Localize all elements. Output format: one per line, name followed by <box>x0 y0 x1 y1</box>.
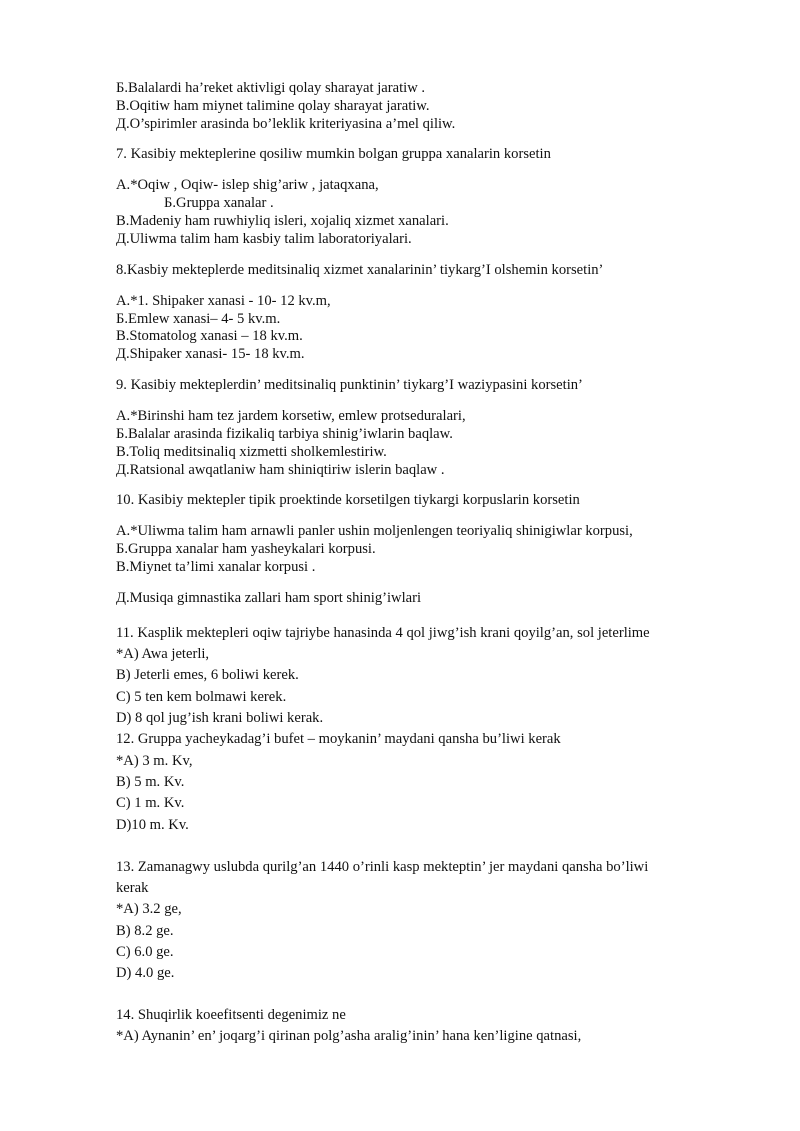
option-line: Д.Ratsional awqatlaniw ham shiniqtiriw islerin baqlaw . <box>116 462 445 478</box>
option-line: B) Jeterli emes, 6 boliwi kerek. <box>116 667 299 683</box>
option-line: *A) 3.2 ge, <box>116 901 182 917</box>
option-line: *A) Awa jeterli, <box>116 646 210 662</box>
option-line: *A) 3 m. Kv, <box>116 753 193 769</box>
option-line: Д.Musiqa gimnastika zallari ham sport shinig’iwlari <box>116 590 422 606</box>
option-line: A.*Uliwma talim ham arnawli panler ushin moljenlengen teoriyaliq shinigiwlar korpusi, <box>116 523 633 539</box>
option-line: Д.O’spirimler arasinda bo’leklik kriteriyasina a’mel qiliw. <box>116 116 456 132</box>
option-line: D)10 m. Kv. <box>116 817 189 833</box>
option-line: B.Toliq meditsinaliq xizmetti sholkemlestiriw. <box>116 444 387 460</box>
question-line: 11. Kasplik mektepleri oqiw tajriybe hanasinda 4 qol jiwg’ish krani qoyilg’an, sol jeterlime <box>116 625 650 641</box>
option-line: B.Stomatolog xanasi – 18 kv.m. <box>116 328 303 344</box>
option-line: C) 5 ten kem bolmawi kerek. <box>116 689 287 705</box>
option-line: B.Miynet ta’limi xanalar korpusi . <box>116 559 316 575</box>
option-line: C) 1 m. Kv. <box>116 795 185 811</box>
question-line: 8.Kasbiy mekteplerde meditsinaliq xizmet xanalarinin’ tiykarg’I olshemin korsetin’ <box>116 262 604 278</box>
question-line: 13. Zamanagwy uslubda qurilg’an 1440 o’rinli kasp mekteptin’ jer maydani qansha bo’liwi <box>116 859 649 875</box>
option-line: Б.Gruppa xanalar ham yasheykalari korpusi. <box>116 541 376 557</box>
question-line: 12. Gruppa yacheykadag’i bufet – moykanin’ maydani qansha bu’liwi kerak <box>116 731 561 747</box>
question-line: 14. Shuqirlik koeefitsenti degenimiz ne <box>116 1007 346 1023</box>
question-line: 10. Kasibiy mektepler tipik proektinde korsetilgen tiykargi korpuslarin korsetin <box>116 492 580 508</box>
option-line: B) 8.2 ge. <box>116 923 174 939</box>
option-line: Д.Uliwma talim ham kasbiy talim laboratoriyalari. <box>116 231 412 247</box>
option-line: B.Oqitiw ham miynet talimine qolay sharayat jaratiw. <box>116 98 430 114</box>
question-line: kerak <box>116 880 149 896</box>
option-line: Б.Balalardi ha’reket aktivligi qolay sharayat jaratiw . <box>116 80 426 96</box>
option-line: Д.Shipaker xanasi- 15- 18 kv.m. <box>116 346 305 362</box>
option-line: D) 8 qol jug’ish krani boliwi kerak. <box>116 710 324 726</box>
option-line: Б.Gruppa xanalar . <box>164 195 274 211</box>
question-line: 9. Kasibiy mekteplerdin’ meditsinaliq punktinin’ tiykarg’I waziypasini korsetin’ <box>116 377 583 393</box>
option-line: D) 4.0 ge. <box>116 965 175 981</box>
question-line: 7. Kasibiy mekteplerine qosiliw mumkin bolgan gruppa xanalarin korsetin <box>116 146 551 162</box>
option-line: Б.Balalar arasinda fizikaliq tarbiya shinig’iwlarin baqlaw. <box>116 426 453 442</box>
option-line: *A) Aynanin’ en’ joqarg’i qirinan polg’asha aralig’inin’ hana ken’ligine qatnasi, <box>116 1028 582 1044</box>
option-line: B.Madeniy ham ruwhiyliq isleri, xojaliq xizmet xanalari. <box>116 213 449 229</box>
option-line: A.*1. Shipaker xanasi - 10- 12 kv.m, <box>116 293 331 309</box>
option-line: Б.Emlew xanasi– 4- 5 kv.m. <box>116 311 281 327</box>
option-line: C) 6.0 ge. <box>116 944 174 960</box>
option-line: B) 5 m. Kv. <box>116 774 185 790</box>
option-line: A.*Birinshi ham tez jardem korsetiw, emlew protseduralari, <box>116 408 466 424</box>
option-line: A.*Oqiw , Oqiw- islep shig’ariw , jataqxana, <box>116 177 379 193</box>
